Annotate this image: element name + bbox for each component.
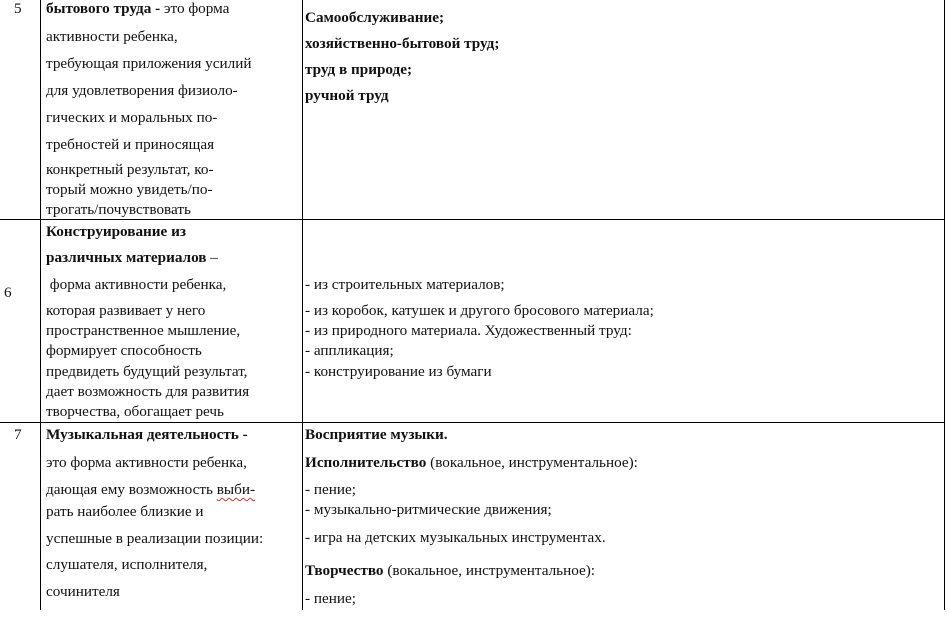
activity-title: Музыкальная деятельность -	[46, 426, 248, 443]
activity-form-item: - из коробок, катушек и другого бросового материала;	[305, 302, 654, 319]
table-right-border	[944, 0, 945, 610]
activity-form-item: - аппликация;	[305, 342, 394, 359]
activity-title: Конструирование из	[46, 223, 186, 240]
activity-description-line: творчества, обогащает речь	[46, 403, 224, 420]
activity-form-item: труд в природе;	[305, 61, 413, 78]
activity-description-line: это форма активности ребенка,	[46, 454, 247, 471]
activity-description-line: формирует способность	[46, 342, 202, 359]
activity-form-item: - пение;	[305, 590, 356, 607]
activity-description-line: гических и моральных по-	[46, 109, 218, 126]
activity-description-line: дает возможность для развития	[46, 383, 250, 400]
activity-description-line: сочинителя	[46, 583, 120, 600]
activity-form-item: - пение;	[305, 481, 356, 498]
activity-form-item: - игра на детских музыкальных инструментах.	[305, 529, 606, 546]
activity-description-line: пространственное мышление,	[46, 322, 241, 339]
row-number: 6	[4, 284, 12, 301]
activity-description-line: активности ребенка,	[46, 28, 178, 45]
activity-description-line: рать наиболее близкие и	[46, 503, 204, 520]
table-left-border	[40, 0, 41, 610]
activity-form-item: Творчество (вокальное, инструментальное):	[305, 562, 596, 579]
activity-form-item: Восприятие музыки.	[305, 426, 448, 443]
activity-form-item: хозяйственно-бытовой труд;	[305, 35, 500, 52]
spellcheck-underlined-word: выби-	[216, 481, 256, 498]
activity-description-line: форма активности ребенка,	[46, 276, 227, 293]
activity-form-item: - конструирование из бумаги	[305, 363, 492, 380]
activity-description-line: дающая ему возможность выби-	[46, 481, 256, 498]
activity-description-line: различных материалов –	[46, 249, 218, 266]
activity-description-line: трогать/почувствовать	[46, 201, 191, 218]
row-number: 5	[14, 0, 22, 17]
activity-description-line: бытового труда - это форма	[46, 0, 230, 17]
activity-title: бытового труда -	[46, 0, 161, 17]
activity-description-line: торый можно увидеть/по-	[46, 181, 213, 198]
activity-form-item: Исполнительство (вокальное, инструментальное):	[305, 454, 638, 471]
activity-description-line: успешные в реализации позиции:	[46, 530, 264, 547]
activity-form-item: Самообслуживание;	[305, 9, 445, 26]
table-column-divider	[302, 0, 303, 610]
row-divider-5-6	[0, 219, 945, 220]
activity-title: различных материалов	[46, 249, 207, 266]
activity-form-item: ручной труд	[305, 87, 389, 104]
activity-description-line: для удовлетворения физиоло-	[46, 82, 238, 99]
activity-form-item: - из строительных материалов;	[305, 276, 505, 293]
activity-description-line: слушателя, исполнителя,	[46, 556, 208, 573]
activity-description-line: требующая приложения усилий	[46, 55, 252, 72]
activity-form-item: - из природного материала. Художественный труд:	[305, 322, 632, 339]
row-number: 7	[14, 426, 22, 443]
activity-description-line: конкретный результат, ко-	[46, 161, 214, 178]
activity-description-line: требностей и приносящая	[46, 136, 215, 153]
activity-description-line: предвидеть будущий результат,	[46, 363, 248, 380]
activity-description-line: которая развивает у него	[46, 302, 206, 319]
activity-form-item: - музыкально-ритмические движения;	[305, 501, 552, 518]
row-divider-6-7	[0, 422, 945, 423]
